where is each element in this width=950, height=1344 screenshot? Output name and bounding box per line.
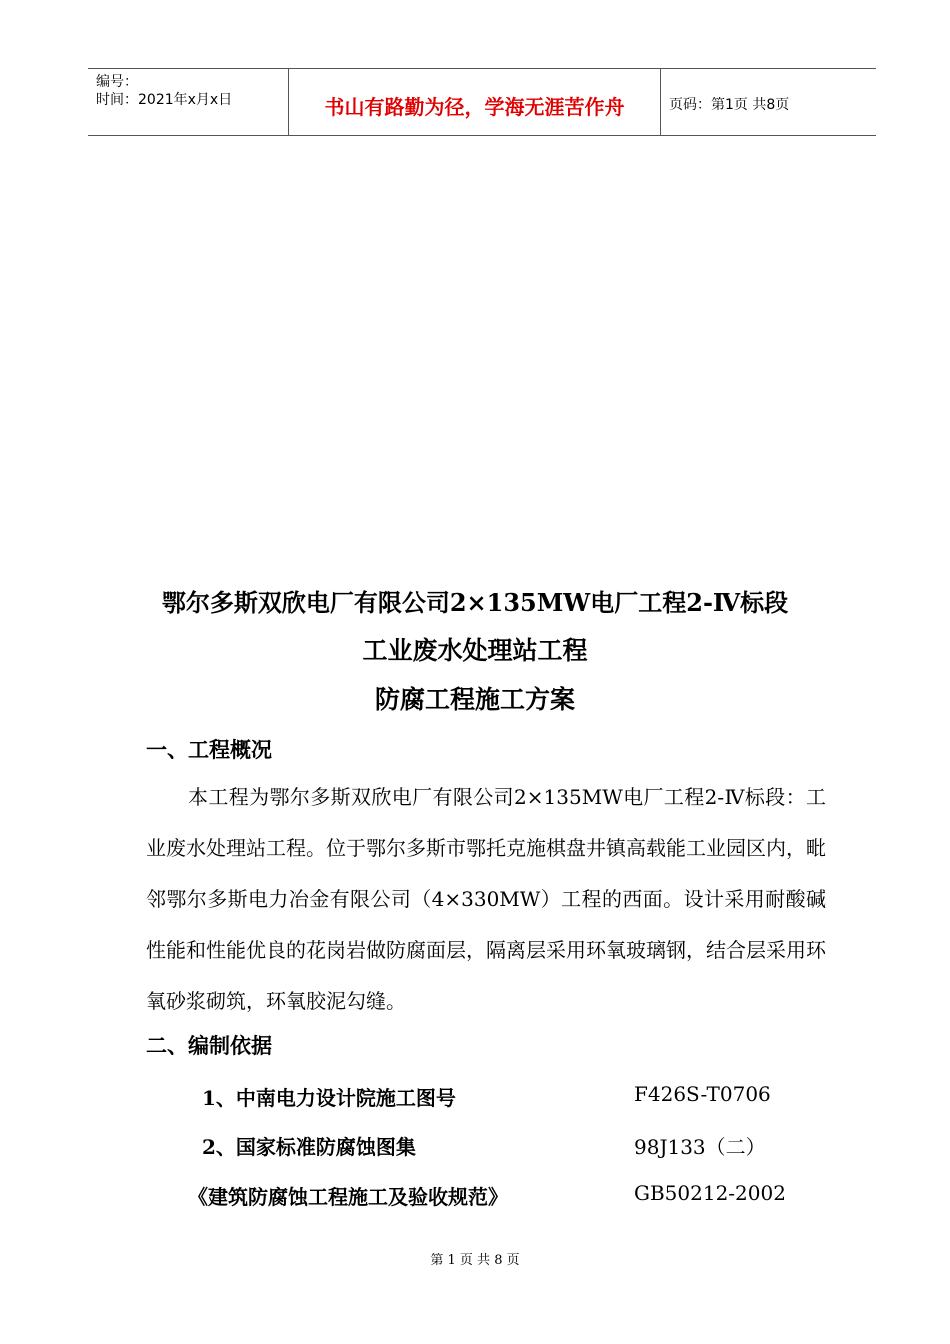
page-footer: 第 1 页 共 8 页 [430, 1253, 520, 1268]
header-meta [88, 69, 288, 135]
title-line-2: 工业废水处理站工程 [362, 636, 588, 665]
reference-label: 2、国家标准防腐蚀图集 [202, 1135, 416, 1159]
header-page-info: 页码：第1页 共8页 [669, 97, 790, 113]
reference-code: F426S-T0706 [634, 1082, 771, 1106]
title-line-1: 鄂尔多斯双欣电厂有限公司2×135MW电厂工程2-Ⅳ标段 [161, 588, 789, 617]
title-line-3: 防腐工程施工方案 [374, 685, 575, 714]
reference-label: 1、中南电力设计院施工图号 [202, 1086, 456, 1110]
section-heading-basis: 二、编制依据 [146, 1033, 272, 1058]
reference-code: GB50212-2002 [634, 1181, 786, 1205]
reference-code: 98J133（二） [634, 1135, 766, 1159]
document-number-label: 编号： [96, 74, 138, 90]
overview-paragraph: 本工程为鄂尔多斯双欣电厂有限公司2×135MW电厂工程2-Ⅳ标段：工业废水处理站工程。位于鄂尔多斯市鄂托克施棋盘井镇高载能工业园区内，毗邻鄂尔多斯电力冶金有限公司（4×330MW）工程的西面。设计采用耐酸碱性能和性能优良的花岗岩做防腐面层，隔离层采用环氧玻璃钢，结合层采用环氧砂浆砌筑，环氧胶泥勾缝。 [146, 785, 826, 1013]
page-header [88, 68, 876, 136]
document-time: 时间：2021年x月x日 [96, 92, 233, 108]
header-motto: 书山有路勤为径，学海无涯苦作舟 [288, 69, 661, 135]
section-heading-overview: 一、工程概况 [146, 737, 272, 762]
reference-label: 《建筑防腐蚀工程施工及验收规范》 [188, 1185, 508, 1209]
